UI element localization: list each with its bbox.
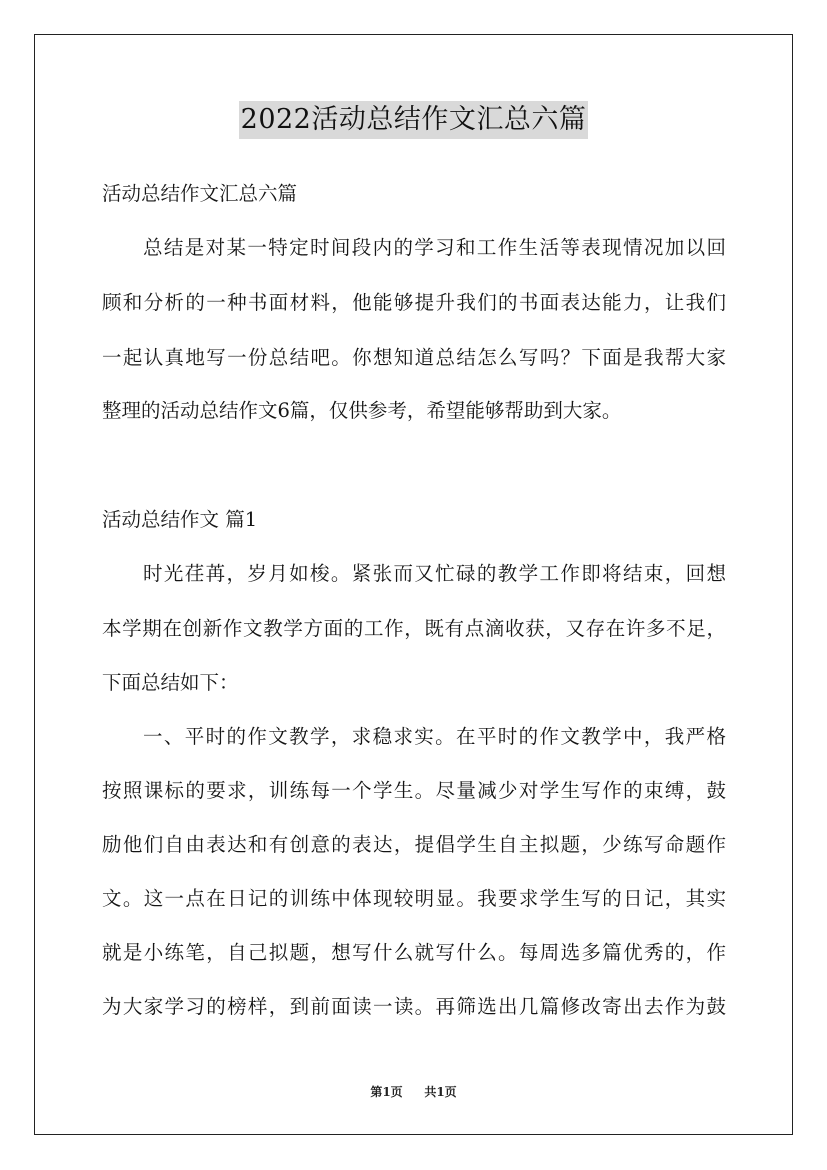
intro-line-2: 顾和分析的一种书面材料，他能够提升我们的书面表达能力，让我们 [102,291,726,314]
intro-line-1: 总结是对某一特定时间段内的学习和工作生活等表现情况加以回 [143,236,726,259]
para1-line-2: 本学期在创新作文教学方面的工作，既有点滴收获，又存在许多不足， [102,617,726,640]
page-number: 第1页 [370,1085,403,1099]
section-heading: 活动总结作文 篇1 [102,508,258,531]
para2-line-2: 按照课标的要求，训练每一个学生。尽量减少对学生写作的束缚，鼓 [102,779,726,802]
intro-line-3: 一起认真地写一份总结吧。你想知道总结怎么写吗？下面是我帮大家 [102,346,726,369]
para1-line-1: 时光荏苒，岁月如梭。紧张而又忙碌的教学工作即将结束，回想 [143,562,726,585]
page-footer [0,1084,827,1100]
para2-line-4: 文。这一点在日记的训练中体现较明显。我要求学生写的日记，其实 [102,887,726,910]
intro-line-4: 整理的活动总结作文6篇，仅供参考，希望能够帮助到大家。 [102,399,622,422]
document-title: 2022活动总结作文汇总六篇 [239,101,589,139]
para2-line-5: 就是小练笔，自己拟题，想写什么就写什么。每周选多篇优秀的，作 [102,941,726,964]
document-subtitle: 活动总结作文汇总六篇 [102,182,298,205]
para2-line-6: 为大家学习的榜样，到前面读一读。再筛选出几篇修改寄出去作为鼓 [102,995,726,1018]
para2-line-3: 励他们自由表达和有创意的表达，提倡学生自主拟题，少练写命题作 [102,833,726,856]
para2-line-1: 一、平时的作文教学，求稳求实。在平时的作文教学中，我严格 [143,725,726,748]
title-container [0,101,827,139]
page-total: 共1页 [424,1085,457,1099]
para1-line-3: 下面总结如下： [102,671,239,694]
